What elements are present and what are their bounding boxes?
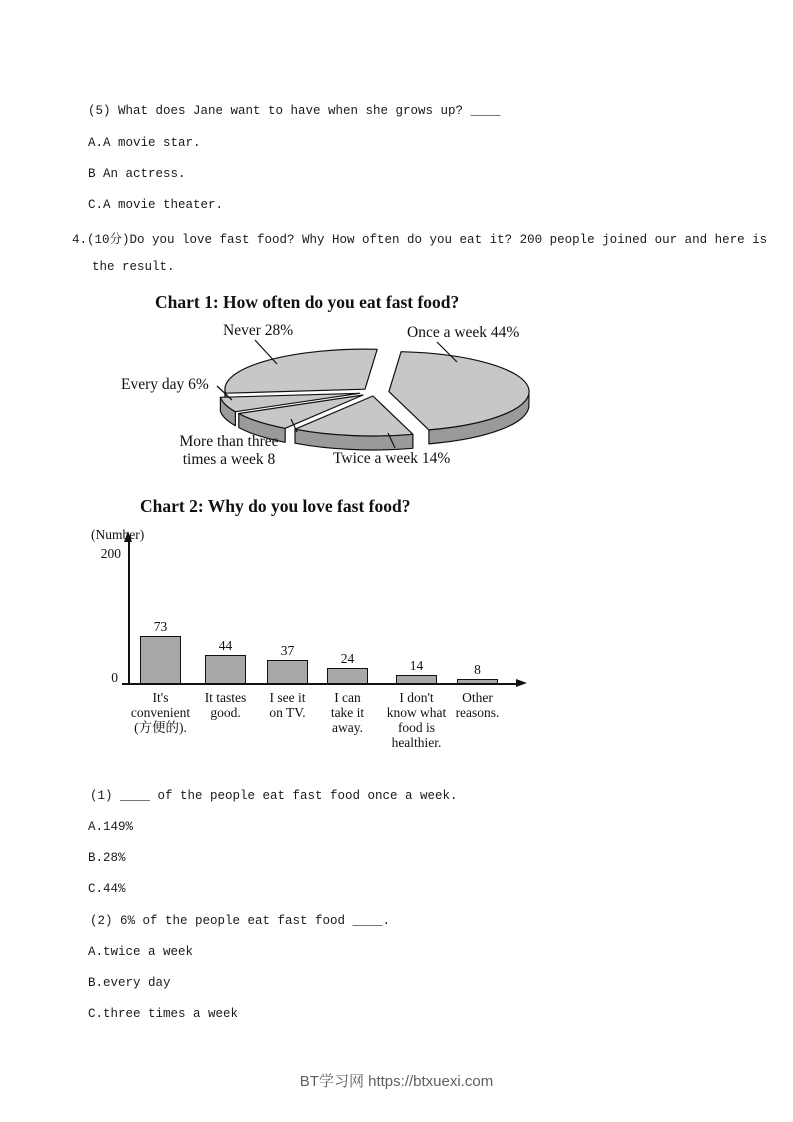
bar-category-3: I can take it away. xyxy=(330,690,365,735)
pie-label-twice-a-week: Twice a week 14% xyxy=(333,450,451,467)
pie-label-once-a-week: Once a week 44% xyxy=(407,324,520,341)
question5-prompt: (5) What does Jane want to have when she grows up? ____ xyxy=(88,104,501,118)
bar-0 xyxy=(140,636,181,684)
bar-1 xyxy=(205,655,246,684)
pie-label-every-day: Every day 6% xyxy=(121,376,209,393)
question5-option-a: A.A movie star. xyxy=(88,136,201,150)
question4-intro-line1: 4.(10分)Do you love fast food? Why How often do you eat it? 200 people joined our and here is xyxy=(72,233,768,247)
sub-question2-option-c: C.three times a week xyxy=(88,1007,239,1021)
pie-label-never: Never 28% xyxy=(223,322,294,339)
sub-question1-option-a: A.149% xyxy=(88,820,134,834)
sub-question2-option-a: A.twice a week xyxy=(88,945,194,959)
question5-option-b: B An actress. xyxy=(88,167,186,181)
bar-5 xyxy=(457,679,498,684)
bar-chart-ylabel: (Number) xyxy=(91,527,145,542)
sub-question1-option-c: C.44% xyxy=(88,882,126,896)
footer-credit: BT学习网 https://btxuexi.com xyxy=(299,1073,494,1090)
bar-category-0: It's convenient (方便的). xyxy=(130,690,191,735)
chart2-title: Chart 2: Why do you love fast food? xyxy=(140,496,411,516)
bar-value-1: 44 xyxy=(218,638,233,653)
y-axis-line xyxy=(128,542,130,684)
sub-question1-option-b: B.28% xyxy=(88,851,126,865)
sub-question2-prompt: (2) 6% of the people eat fast food ____. xyxy=(90,914,391,928)
bar-value-0: 73 xyxy=(153,619,168,634)
pie-slice-top-4 xyxy=(225,349,377,393)
y-axis-origin-label: 0 xyxy=(111,670,118,685)
question5-option-c: C.A movie theater. xyxy=(88,198,224,212)
chart1-title: Chart 1: How often do you eat fast food? xyxy=(155,292,460,312)
bar-category-1: It tastes good. xyxy=(204,690,247,720)
bar-chart xyxy=(85,524,555,764)
bar-2 xyxy=(267,660,308,684)
question4-intro-line2: the result. xyxy=(92,260,175,274)
bar-4 xyxy=(396,675,437,684)
bar-category-2: I see it on TV. xyxy=(269,690,306,720)
bar-3 xyxy=(327,668,368,684)
bar-category-4: I don't know what food is healthier. xyxy=(386,690,447,750)
x-axis-arrow-icon xyxy=(516,679,527,687)
y-axis-max-label: 200 xyxy=(100,546,121,561)
bar-category-5: Other reasons. xyxy=(455,690,500,720)
bar-value-3: 24 xyxy=(340,651,355,666)
bar-value-2: 37 xyxy=(280,643,295,658)
sub-question1-prompt: (1) ____ of the people eat fast food once a week. xyxy=(90,789,458,803)
pie-label-more-than-three: More than three times a week 8 xyxy=(179,433,279,468)
bar-value-5: 8 xyxy=(474,662,481,677)
bar-value-4: 14 xyxy=(409,658,424,673)
sub-question2-option-b: B.every day xyxy=(88,976,171,990)
y-axis-arrow-icon xyxy=(124,531,132,542)
